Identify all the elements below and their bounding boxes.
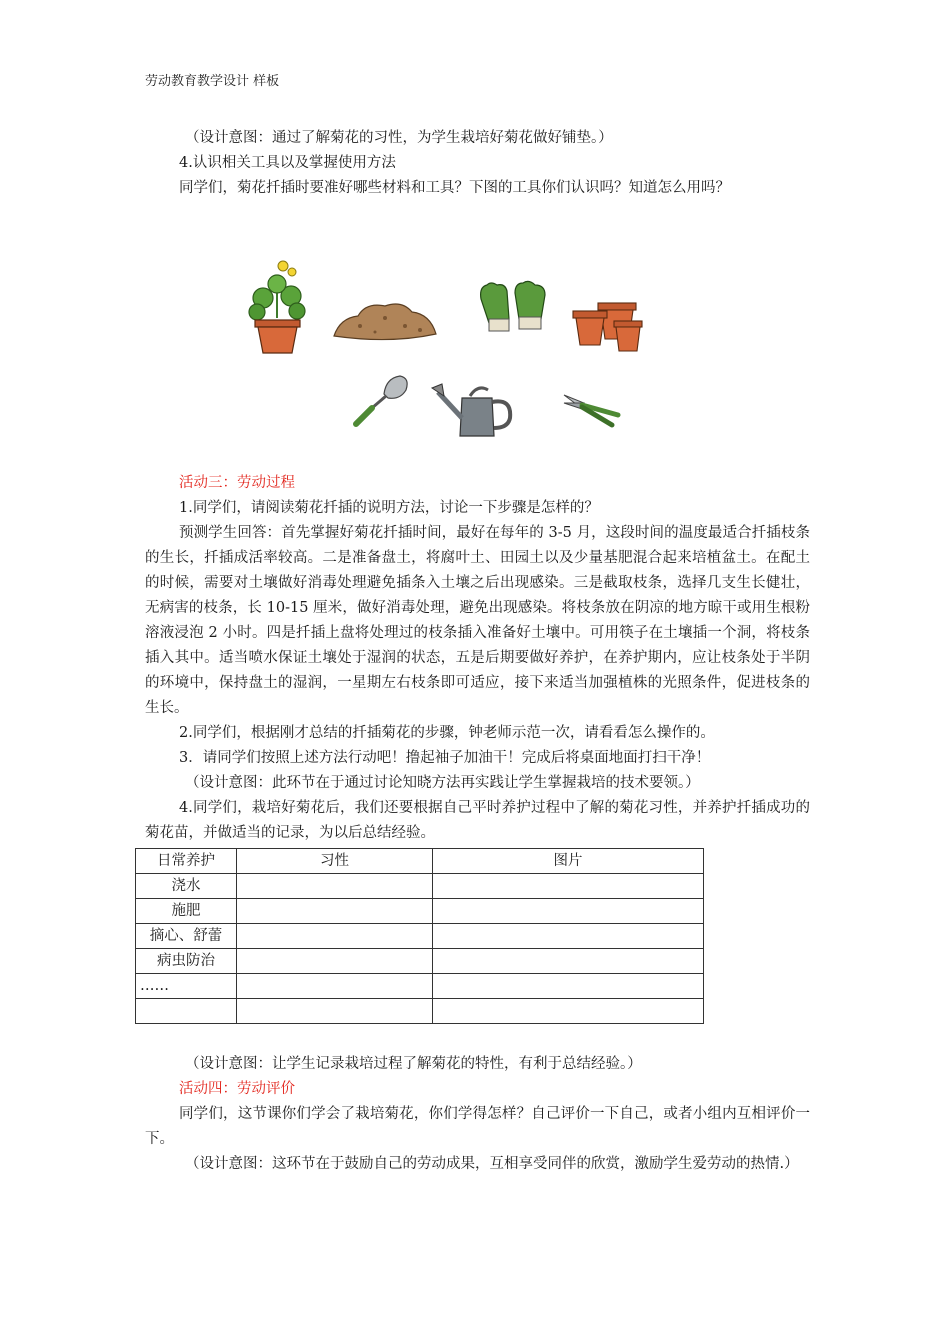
table-row <box>136 874 704 899</box>
table-cell[interactable] <box>433 924 704 949</box>
table-cell: 摘心、舒蕾 <box>136 924 237 949</box>
table-cell: 病虫防治 <box>136 949 237 974</box>
table-row <box>136 899 704 924</box>
step4-heading: 4.认识相关工具以及掌握使用方法 <box>179 155 396 171</box>
flower-pots-icon <box>570 301 645 356</box>
activity3-question4: 4.同学们，栽培好菊花后，我们还要根据自己平时养护过程中了解的菊花习性，并养护扦插成功的菊花苗，并做适当的记录，为以后总结经验。 <box>145 800 810 841</box>
table-cell[interactable] <box>433 974 704 999</box>
table-cell[interactable] <box>237 899 433 924</box>
table-row <box>136 949 704 974</box>
activity4-title: 活动四：劳动评价 <box>179 1081 295 1097</box>
tools-question: 同学们，菊花扦插时要准好哪些材料和工具？下图的工具你们认识吗？知道怎么用吗？ <box>179 180 730 196</box>
table-cell[interactable] <box>136 999 237 1024</box>
design-intent-3: （设计意图：让学生记录栽培过程了解菊花的特性，有利于总结经验。） <box>185 1056 642 1072</box>
table-cell: 施肥 <box>136 899 237 924</box>
activity3-question2: 2.同学们，根据刚才总结的扦插菊花的步骤，钟老师示范一次，请看看怎么操作的。 <box>179 725 715 741</box>
table-cell: …… <box>136 974 237 999</box>
table-cell[interactable] <box>433 949 704 974</box>
page-header: 劳动教育教学设计 样板 <box>145 74 280 89</box>
gloves-icon <box>475 279 550 339</box>
table-cell[interactable] <box>237 924 433 949</box>
table-cell[interactable] <box>237 974 433 999</box>
table-header-cell: 日常养护 <box>136 849 237 874</box>
care-record-table <box>135 848 704 1024</box>
table-header-cell: 习性 <box>237 849 433 874</box>
table-cell[interactable] <box>237 999 433 1024</box>
table-cell[interactable] <box>433 899 704 924</box>
table-header-row <box>136 849 704 874</box>
activity3-question3: 3．请同学们按照上述方法行动吧！撸起袖子加油干！完成后将桌面地面打扫干净！ <box>179 750 711 766</box>
pruning-shears-icon <box>560 389 622 429</box>
soil-pile-icon <box>330 296 440 346</box>
document-body <box>140 126 810 1177</box>
potted-plant-icon <box>245 256 310 356</box>
table-cell: 浇水 <box>136 874 237 899</box>
table-row <box>136 924 704 949</box>
activity4-text: 同学们，这节课你们学会了栽培菊花，你们学得怎样？自己评价一下自己，或者小组内互相评价一下。 <box>145 1106 810 1147</box>
table-row <box>136 974 704 999</box>
activity3-title: 活动三：劳动过程 <box>179 475 295 491</box>
design-intent-2: （设计意图：此环节在于通过讨论知晓方法再实践让学生掌握栽培的技术要领。） <box>185 775 700 791</box>
tools-illustration <box>145 201 810 471</box>
table-cell[interactable] <box>433 874 704 899</box>
watering-can-icon <box>430 378 520 443</box>
design-intent-4: （设计意图：这环节在于鼓励自己的劳动成果，互相享受同伴的欣赏，激励学生爱劳动的热情.） <box>185 1156 799 1172</box>
design-intent-1: （设计意图：通过了解菊花的习性，为学生栽培好菊花做好铺垫。） <box>185 130 613 146</box>
activity3-predicted-answer: 预测学生回答：首先掌握好菊花扦插时间，最好在每年的 3-5 月，这段时间的温度最适合扦插枝条的生长，扦插成活率较高。二是准备盘土，将腐叶土、田园土以及少量基肥混合起来培植盆土。在配土的时候，需要对土壤做好消毒处理避免插条入土壤之后出现感染。三是截取枝条，选择几支生长健壮，无病害的枝条，长 10-15 厘米，做好消毒处理，避免出现感染。将枝条放在阴凉的地方晾干或用生根粉溶液浸泡 2 小时。四是扦插上盘将处理过的枝条插入准备好土壤中。可用筷子在土壤插一个洞，将枝条插入其中。适当喷水保证土壤处于湿润的状态，五是后期要做好养护，在养护期内，应让枝条处于半阴的环境中，保持盘土的湿润，一星期左右枝条即可适应，接下来适当加强植株的光照条件，促进枝条的生长。 <box>145 525 810 716</box>
table-cell[interactable] <box>237 949 433 974</box>
activity3-question1: 1.同学们，请阅读菊花扦插的说明方法，讨论一下步骤是怎样的？ <box>179 500 599 516</box>
trowel-icon <box>350 374 410 429</box>
table-cell[interactable] <box>433 999 704 1024</box>
table-row <box>136 999 704 1024</box>
table-header-cell: 图片 <box>433 849 704 874</box>
table-cell[interactable] <box>237 874 433 899</box>
